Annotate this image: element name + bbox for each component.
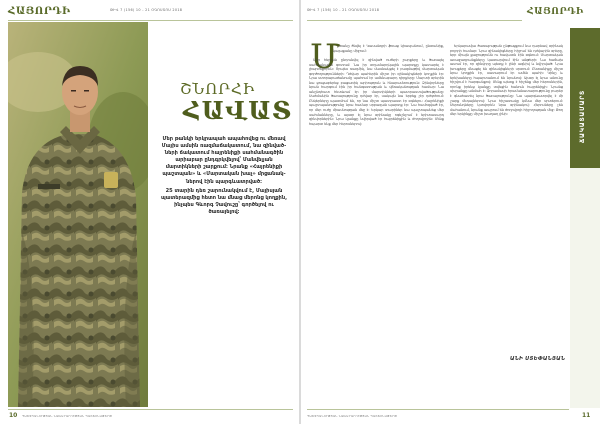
- soldier-photo: [8, 22, 148, 407]
- page-number-right: 11: [582, 412, 591, 419]
- body-paragraph-2: Երկարամյա ծառայության ընթացքում նա դարձավ օրինակ բոլորի համար։ Նրա զինակիցները հիշում են դժվարին օրերը, երբ միայն քաջությունն ու հավատն էին օգնում։ Մարտական առաջադրանքները կատարվում էին անթերի։ Նա հաճախ ասում էր, որ զինվորը պետք է լինի ազնիվ և նվիրված։ Նրա խոսքերը մնացել են զինակիցների սրտում։ Ընտանիքը միշտ նրա կողքին էր, սատարում էր ամեն պահի։ Կինը և երեխաները հպարտանում են նրանով։ Այսօր էլ նրա անունը հիշվում է հարգանքով։ Մենք պետք է հիշենք մեր հերոսներին, որոնք իրենց կյանքը տվեցին հանուն հայրենիքի։ Նրանց սխրանքը անմահ է։ Զորամասի հրամանատարությունը բարձր է գնահատել նրա ծառայությունը։ Նա պարգևատրվել է մի շարք մեդալներով։ Նրա հիշատակը կմնա մեր սրտերում։ Սերունդները կսովորեն նրա օրինակով։ Հերոսները չեն մահանում, նրանք ապրում են ժողովրդի հիշողության մեջ։ Թող մեր երկինքը միշտ խաղաղ լինի։: [450, 44, 563, 117]
- header-rule-left: [8, 20, 293, 21]
- intro-paragraph-1: Մեր թանկի երկրապահ ապահովեց ու մեռավ Մայիս ամսին ռազմաճակատում, նա զինվածների ճակատում հայրենիքի սահմանագծին արիաբար ընդգրկվելով՝ Մանվելյան մարտիկների շարքում։ Նրանք «Հայրենիքի պաշտպան» և «Մարտական խաչ» մրցանակներով էին պարգևատրված։: [161, 136, 287, 185]
- footer-rule-left: [8, 409, 293, 410]
- column-1-body: [309, 58, 444, 393]
- intro-paragraph-2: 25 տարին դեռ շարունակվում է, Մայիսյան պատերազմից հետո նա մնաց մերոնց կողքին, ինչպես Գևորգ Չավուշը՝ գործելով ու ծառայելով։: [160, 187, 288, 215]
- article-title-line1: ՇՆՈՐՀԻ: [180, 80, 256, 98]
- header-rule-right: [307, 20, 522, 21]
- author-signature: ԱՆԻ ՍՏԵՓԱՆՅԱՆ: [510, 356, 566, 362]
- body-paragraph-1: Մեր հերոսն ընդունվել է զինված ուժերի շարքերը և ծառայել սահմանային գոտում։ Նա իր տղամարդկային պարտքը կատարել է լիարժեքորեն։ Որպես ռազմիկ, նա մասնակցել է բազմաթիվ մարտական գործողությունների։ Դժվար պահերին միշտ իր զինակիցների կողքին էր։ Նրա ստորաբաժանումը պահում էր ամենաբարդ դիրքերը։ Մարտի օրերին նա ցուցաբերեց բացառիկ արիություն և հնարամտություն։ Զինվորները նրան հարգում էին իր հանգստության և վճռականության համար։ Նա անընդհատ հետևում էր իր մարտիկների պատրաստվածությանը։ Սահմանին ծառայությունը դժվար էր, սակայն նա երբեք չէր դժգոհում։ Ընկերները պատմում են, որ նա միշտ պատրաստ էր օգնելու։ Հայրենիքի պաշտպանությունը նրա համար սրբազան պարտք էր։ Նա համոզված էր, որ մեր ուժը միասնության մեջ է։ Երկար տարիներ նա պաշտպանեց մեր սահմանները, և այսօր էլ նրա օրինակը ոգեշնչում է երիտասարդ զինվորներին։ Նրա կյանքը նվիրված էր հայրենիքին և ժողովրդին։ Մենք հպարտ ենք մեր հերոսներով։: [309, 58, 444, 126]
- drop-cap: Մ: [310, 37, 341, 77]
- magazine-logo-right: ՀԱՅՈՐԴԻ: [527, 7, 584, 17]
- spread-gutter: [299, 0, 301, 424]
- article-intro: [160, 136, 288, 218]
- column-2-body: [450, 44, 563, 354]
- footer-text-left: ՊԱՇՏՊԱՆՈՒԹՅԱՆ ՆԱԽԱՐԱՐՈՒԹՅԱՆ ՊԱՇՏՈՆԱԹԵՐԹ: [22, 414, 112, 418]
- footer-rule-right: [307, 409, 569, 410]
- section-tab-background: [570, 168, 600, 408]
- section-tab: [570, 28, 600, 168]
- issue-info-left: ԹԻՎ 7 (156) 10 - 21 ՕԳՈՍՏՈՍ 2018: [110, 8, 183, 12]
- issue-info-right: ԹԻՎ 7 (156) 10 - 21 ՕԳՈՍՏՈՍ 2018: [307, 8, 380, 12]
- section-tab-label: ՃԱԿԱՏԱՄԱՐՏ: [579, 89, 586, 143]
- article-title-line2: ՀԱՎԱՏ: [183, 96, 293, 125]
- soldier-illustration: [8, 22, 148, 407]
- footer-text-right: ՊԱՇՏՊԱՆՈՒԹՅԱՆ ՆԱԽԱՐԱՐՈՒԹՅԱՆ ՊԱՇՏՈՆԱԹԵՐԹ: [307, 414, 397, 418]
- lead-paragraph: շտանը ծնվել է Կասանդրի ֆռաց կիասյանում, ընտանիք, կալաքանը միջում։: [333, 44, 444, 53]
- column-1-lead: [333, 44, 444, 58]
- page-number-left: 10: [9, 412, 18, 419]
- magazine-logo-left: ՀԱՅՈՐԴԻ: [8, 6, 71, 17]
